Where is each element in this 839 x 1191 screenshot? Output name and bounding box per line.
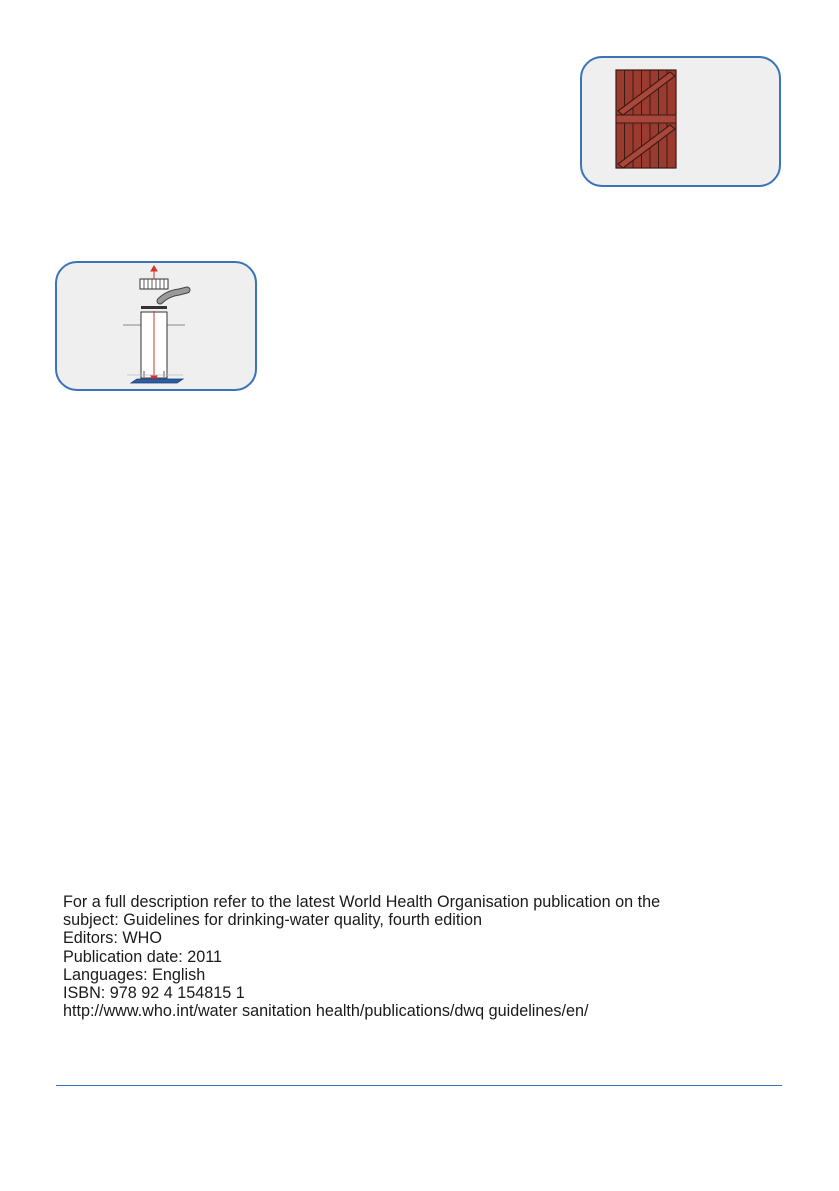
reference-block xyxy=(63,893,803,1020)
reference-languages: Languages: English xyxy=(63,965,206,984)
reference-intro: For a full description refer to the latest World Health Organisation publication on the xyxy=(63,893,661,911)
footer-divider xyxy=(56,1085,782,1086)
reference-subject: subject: Guidelines for drinking-water quality, fourth edition xyxy=(63,911,482,930)
reference-url[interactable]: http://www.who.int/water sanitation health/publications/dwq guidelines/en/ xyxy=(63,1002,589,1021)
reference-isbn: ISBN: 978 92 4 154815 1 xyxy=(63,984,245,1003)
door-illustration-card xyxy=(580,56,781,187)
wooden-door-icon xyxy=(582,58,778,184)
reference-editors: Editors: WHO xyxy=(63,929,162,948)
reference-publication-date: Publication date: 2011 xyxy=(63,947,222,966)
cap-shape xyxy=(140,279,168,289)
filter-device-illustration-card xyxy=(55,261,257,391)
filter-cartridge-icon xyxy=(57,263,254,388)
